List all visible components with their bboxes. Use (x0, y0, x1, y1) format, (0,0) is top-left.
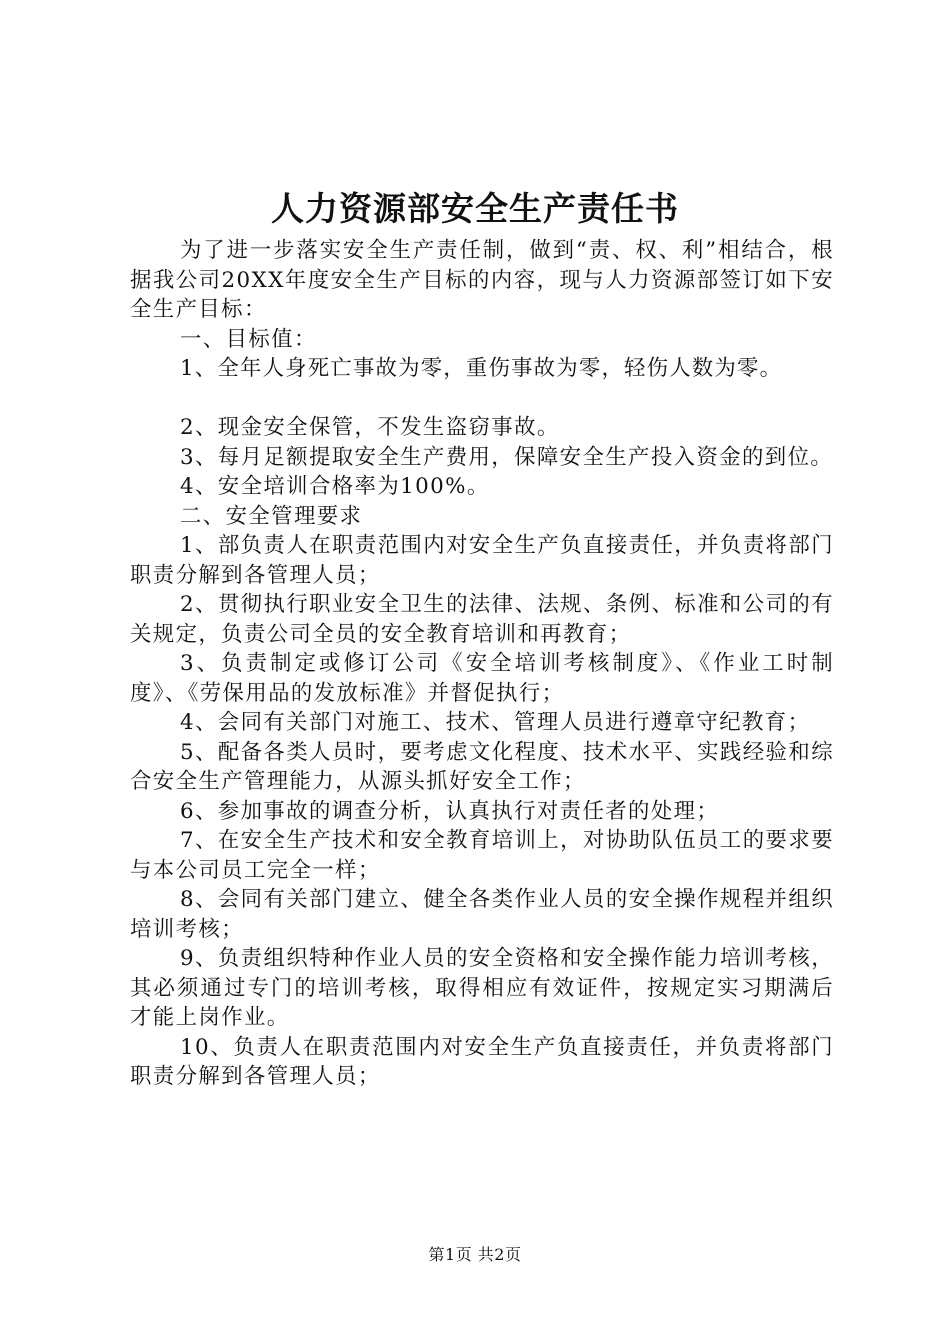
requirement-item-5: 5、配备各类人员时，要考虑文化程度、技术水平、实践经验和综合安全生产管理能力，从源头抓好安全工作； (130, 739, 834, 794)
section-heading-requirements: 二、安全管理要求 (180, 503, 363, 529)
document-body (130, 236, 834, 1092)
requirement-item-2: 2、贯彻执行职业安全卫生的法律、法规、条例、标准和公司的有关规定，负责公司全员的安全教育培训和再教育； (130, 592, 834, 647)
target-item-4: 4、安全培训合格率为100%。 (180, 474, 490, 499)
target-item-1: 1、全年人身死亡事故为零，重伤事故为零，轻伤人数为零。 (180, 356, 783, 381)
intro-paragraph: 为了进一步落实安全生产责任制，做到“责、权、利”相结合，根据我公司20XX年度安全生产目标的内容，现与人力资源部签订如下安全生产目标： (130, 238, 834, 322)
requirement-item-1: 1、部负责人在职责范围内对安全生产负直接责任，并负责将部门职责分解到各管理人员； (130, 533, 834, 588)
requirement-item-8: 8、会同有关部门建立、健全各类作业人员的安全操作规程并组织培训考核； (130, 887, 834, 942)
requirement-item-9: 9、负责组织特种作业人员的安全资格和安全操作能力培训考核，其必须通过专门的培训考核，取得相应有效证件，按规定实习期满后才能上岗作业。 (130, 946, 834, 1030)
blank-line (130, 384, 834, 414)
target-item-3: 3、每月足额提取安全生产费用，保障安全生产投入资金的到位。 (180, 444, 834, 470)
requirement-item-6: 6、参加事故的调查分析，认真执行对责任者的处理； (180, 798, 720, 824)
requirement-item-7: 7、在安全生产技术和安全教育培训上，对协助队伍员工的要求要与本公司员工完全一样； (130, 828, 834, 883)
document-title: 人力资源部安全生产责任书 (271, 189, 679, 228)
requirement-item-4: 4、会同有关部门对施工、技术、管理人员进行遵章守纪教育； (180, 710, 811, 735)
requirement-item-10: 10、负责人在职责范围内对安全生产负直接责任，并负责将部门职责分解到各管理人员； (130, 1034, 834, 1089)
section-heading-targets: 一、目标值： (180, 326, 317, 352)
page-indicator: 第1页 共2页 (428, 1245, 522, 1264)
requirement-item-3: 3、负责制定或修订公司《安全培训考核制度》、《作业工时制度》、《劳保用品的发放标准》并督促执行； (130, 651, 834, 706)
target-item-2: 2、现金安全保管，不发生盗窃事故。 (180, 415, 560, 440)
